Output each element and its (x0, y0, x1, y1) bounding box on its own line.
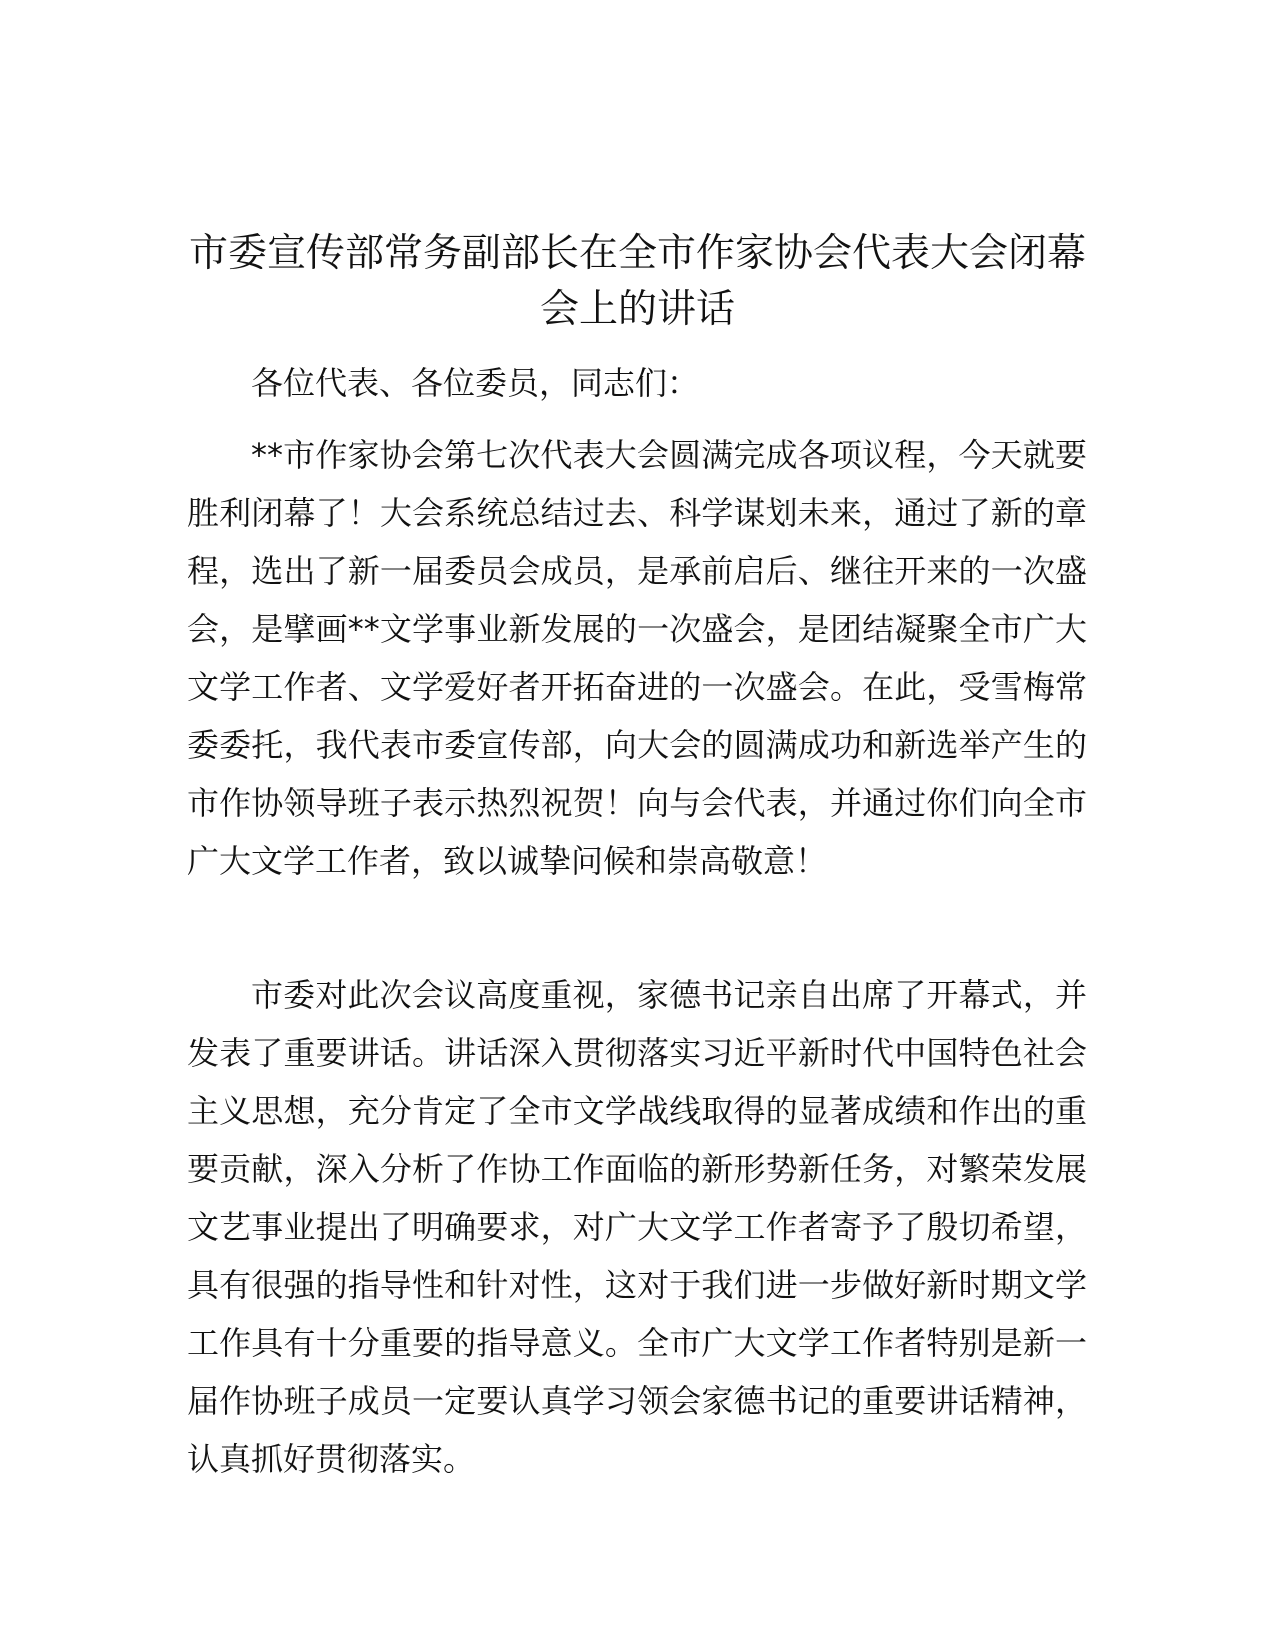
paragraph-1: **市作家协会第七次代表大会圆满完成各项议程，今天就要胜利闭幕了！大会系统总结过去、科学谋划未来，通过了新的章程，选出了新一届委员会成员，是承前启后、继往开来的一次盛会，是擘画**文学事业新发展的一次盛会，是团结凝聚全市广大文学工作者、文学爱好者开拓奋进的一次盛会。在此，受雪梅常委委托，我代表市委宣传部，向大会的圆满成功和新选举产生的市作协领导班子表示热烈祝贺！向与会代表，并通过你们向全市广大文学工作者，致以诚挚问候和崇高敬意！ (187, 436, 1087, 880)
document-title: 市委宣传部常务副部长在全市作家协会代表大会闭幕会上的讲话 (188, 231, 1086, 332)
salutation: 各位代表、各位委员，同志们： (251, 364, 700, 402)
paragraph-2: 市委对此次会议高度重视，家德书记亲自出席了开幕式，并发表了重要讲话。讲话深入贯彻落实习近平新时代中国特色社会主义思想，充分肯定了全市文学战线取得的显著成绩和作出的重要贡献，深入分析了作协工作面临的新形势新任务，对繁荣发展文艺事业提出了明确要求，对广大文学工作者寄予了殷切希望，具有很强的指导性和针对性，这对于我们进一步做好新时期文学工作具有十分重要的指导意义。全市广大文学工作者特别是新一届作协班子成员一定要认真学习领会家德书记的重要讲话精神，认真抓好贯彻落实。 (187, 976, 1087, 1478)
